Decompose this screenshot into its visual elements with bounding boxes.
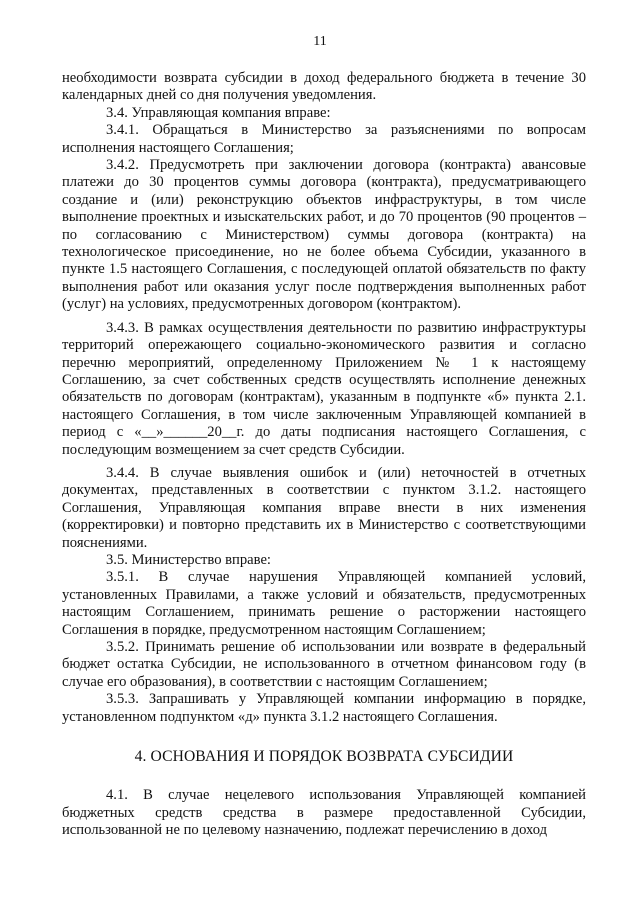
paragraph-3-4-2: 3.4.2. Предусмотреть при заключении договора (контракта) авансовые платежи до 30 процентов суммы договора (контракта), предусматривающего создание и (или) реконструкцию объектов инфраструктуры, в том числе выполнение проектных и изыскательских работ, и до 70 процентов (90 процентов – по согласованию с Министерством) суммы договора (контракта) на технологическое присоединение, но не более объема Субсидии, указанного в пункте 1.5 настоящего Соглашения, с последующей оплатой обязательств по факту выполнения работ или оказания услуг после подтверждения выполненных работ (услуг) на условиях, предусмотренных договором (контрактом). <box>62 157 586 313</box>
paragraph-3-5: 3.5. Министерство вправе: <box>106 551 271 568</box>
page-number: 11 <box>313 34 327 49</box>
paragraph-4-1: 4.1. В случае нецелевого использования Управляющей компанией бюджетных средств средства в размере предоставленной Субсидии, использованной не по целевому назначению, подлежат перечислению в доход <box>62 787 586 839</box>
paragraph-3-5-1: 3.5.1. В случае нарушения Управляющей компанией условий, установленных Правилами, а также условий и обязательств, предусмотренных настоящим Соглашением, принимать решение о расторжении настоящего Соглашения в порядке, предусмотренном настоящим Соглашением; <box>62 569 586 638</box>
section-heading: 4. ОСНОВАНИЯ И ПОРЯДОК ВОЗВРАТА СУБСИДИИ <box>134 748 514 766</box>
paragraph-3-4-3: 3.4.3. В рамках осуществления деятельности по развитию инфраструктуры территорий опережающего социально-экономического развития и согласно перечню мероприятий, определенному Приложением № 1 к настоящему Соглашению, за счет собственных средств осуществлять исполнение денежных обязательств по договорам (контрактам), указанным в подпункте «б» пункта 2.1. настоящего Соглашения, в том числе заключенным Управляющей компанией в период с «__»______20__г. до даты подписания настоящего Соглашения, с последующим возмещением за счет средств Субсидии. <box>62 319 586 458</box>
paragraph-continuation: необходимости возврата субсидии в доход федерального бюджета в течение 30 календарных дней со дня получения уведомления. <box>62 70 586 104</box>
paragraph-3-5-2: 3.5.2. Принимать решение об использовании или возврате в федеральный бюджет остатка Субсидии, не использованного в отчетном финансовом году (в случае его образования), в соответствии с настоящим Соглашением; <box>62 639 586 690</box>
paragraph-3-5-3: 3.5.3. Запрашивать у Управляющей компании информацию в порядке, установленном подпунктом «д» пункта 3.1.2 настоящего Соглашения. <box>62 691 586 725</box>
paragraph-3-4-4: 3.4.4. В случае выявления ошибок и (или) неточностей в отчетных документах, представленных в соответствии с пунктом 3.1.2. настоящего Соглашения, Управляющая компания вправе внести в них изменения (корректировки) и повторно представить их в Министерство с соответствующими пояснениями. <box>62 464 586 551</box>
document-body <box>62 70 586 840</box>
paragraph-3-4-1: 3.4.1. Обращаться в Министерство за разъяснениями по вопросам исполнения настоящего Соглашения; <box>62 122 586 156</box>
paragraph-3-4: 3.4. Управляющая компания вправе: <box>106 104 331 121</box>
